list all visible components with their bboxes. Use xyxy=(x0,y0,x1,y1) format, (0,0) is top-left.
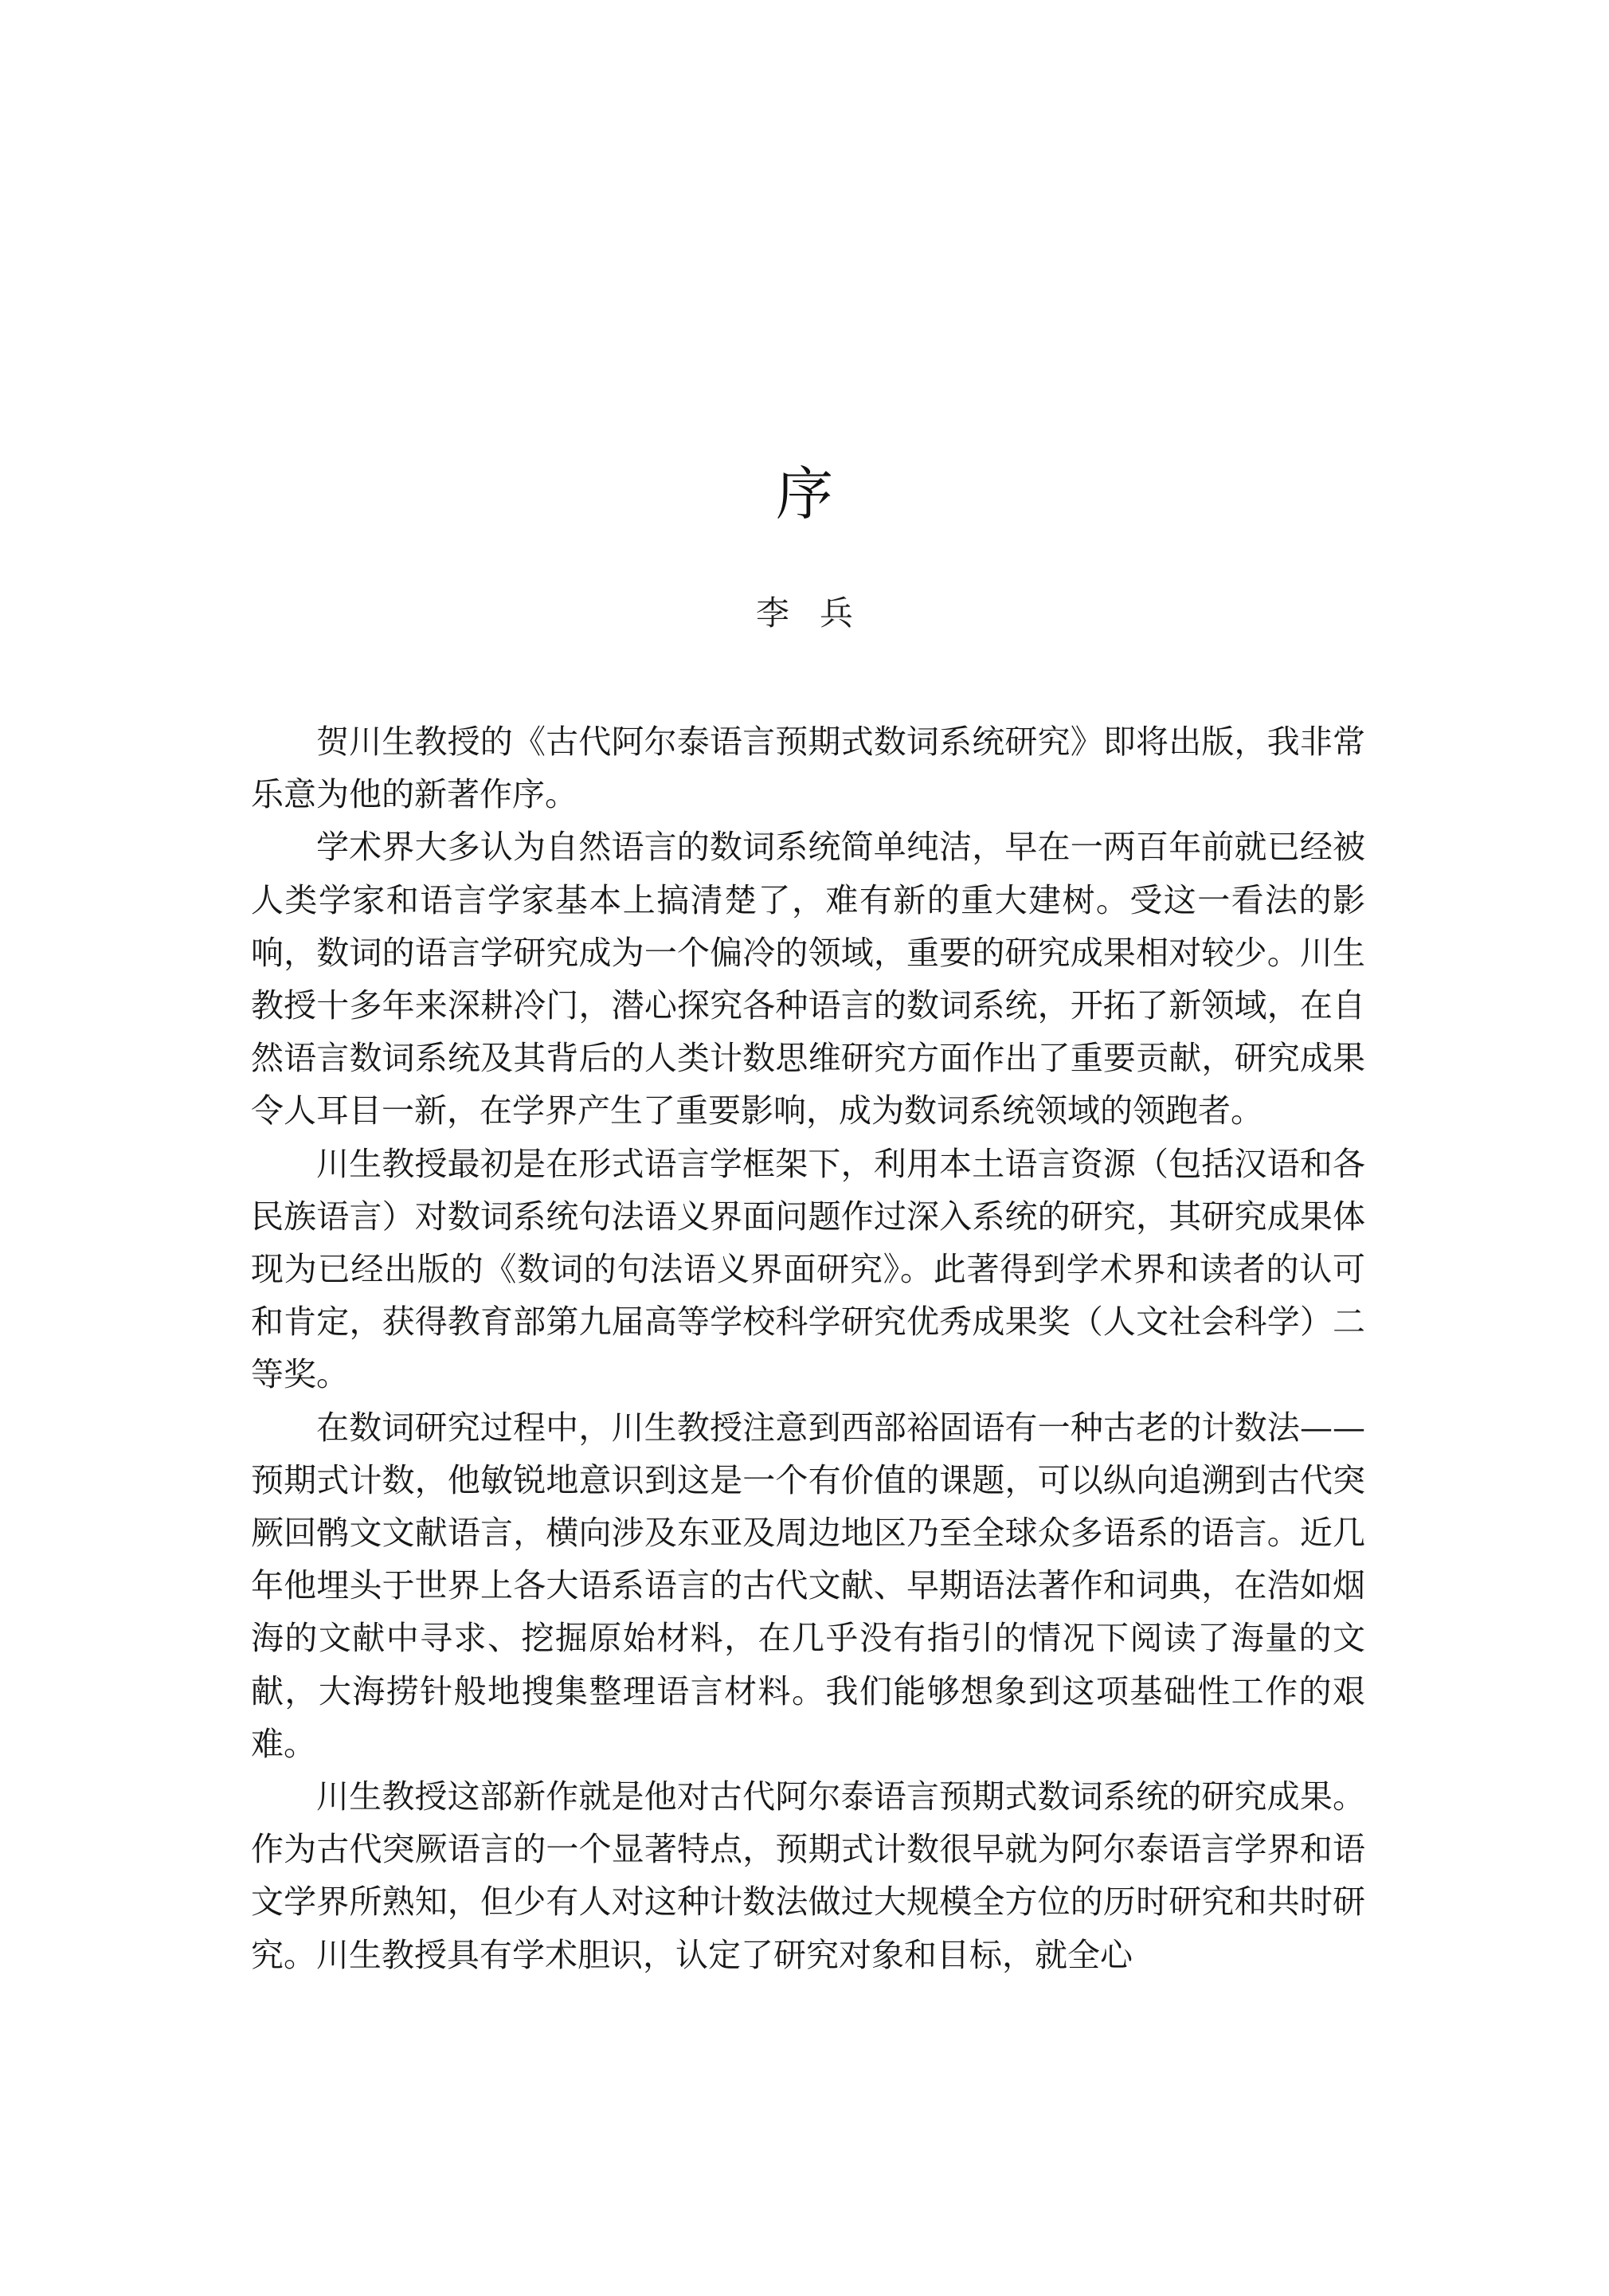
preface-body xyxy=(251,715,1365,1981)
paragraph: 贺川生教授的《古代阿尔泰语言预期式数词系统研究》即将出版，我非常乐意为他的新著作序。 xyxy=(251,723,1365,814)
author-name: 李兵 xyxy=(755,594,883,633)
paragraph: 学术界大多认为自然语言的数词系统简单纯洁，早在一两百年前就已经被人类学家和语言学家基本上搞清楚了，难有新的重大建树。受这一看法的影响，数词的语言学研究成为一个偏冷的领域，重要的研究成果相对较少。川生教授十多年来深耕冷门，潜心探究各种语言的数词系统，开拓了新领域，在自然语言数词系统及其背后的人类计数思维研究方面作出了重要贡献，研究成果令人耳目一新，在学界产生了重要影响，成为数词系统领域的领跑者。 xyxy=(251,828,1365,1130)
preface-title: 序 xyxy=(775,460,833,527)
paragraph: 在数词研究过程中，川生教授注意到西部裕固语有一种古老的计数法——预期式计数，他敏锐地意识到这是一个有价值的课题，可以纵向追溯到古代突厥回鹘文文献语言，横向涉及东亚及周边地区乃至全球众多语系的语言。近几年他埋头于世界上各大语系语言的古代文献、早期语法著作和词典，在浩如烟海的文献中寻求、挖掘原始材料，在几乎没有指引的情况下阅读了海量的文献，大海捞针般地搜集整理语言材料。我们能够想象到这项基础性工作的艰难。 xyxy=(251,1408,1365,1763)
paragraph: 川生教授这部新作就是他对古代阿尔泰语言预期式数词系统的研究成果。作为古代突厥语言的一个显著特点，预期式计数很早就为阿尔泰语言学界和语文学界所熟知，但少有人对这种计数法做过大规模全方位的历时研究和共时研究。川生教授具有学术胆识，认定了研究对象和目标，就全心 xyxy=(251,1777,1365,1974)
paragraph: 川生教授最初是在形式语言学框架下，利用本土语言资源（包括汉语和各民族语言）对数词系统句法语义界面问题作过深入系统的研究，其研究成果体现为已经出版的《数词的句法语义界面研究》。此著得到学术界和读者的认可和肯定，获得教育部第九届高等学校科学研究优秀成果奖（人文社会科学）二等奖。 xyxy=(251,1144,1365,1394)
